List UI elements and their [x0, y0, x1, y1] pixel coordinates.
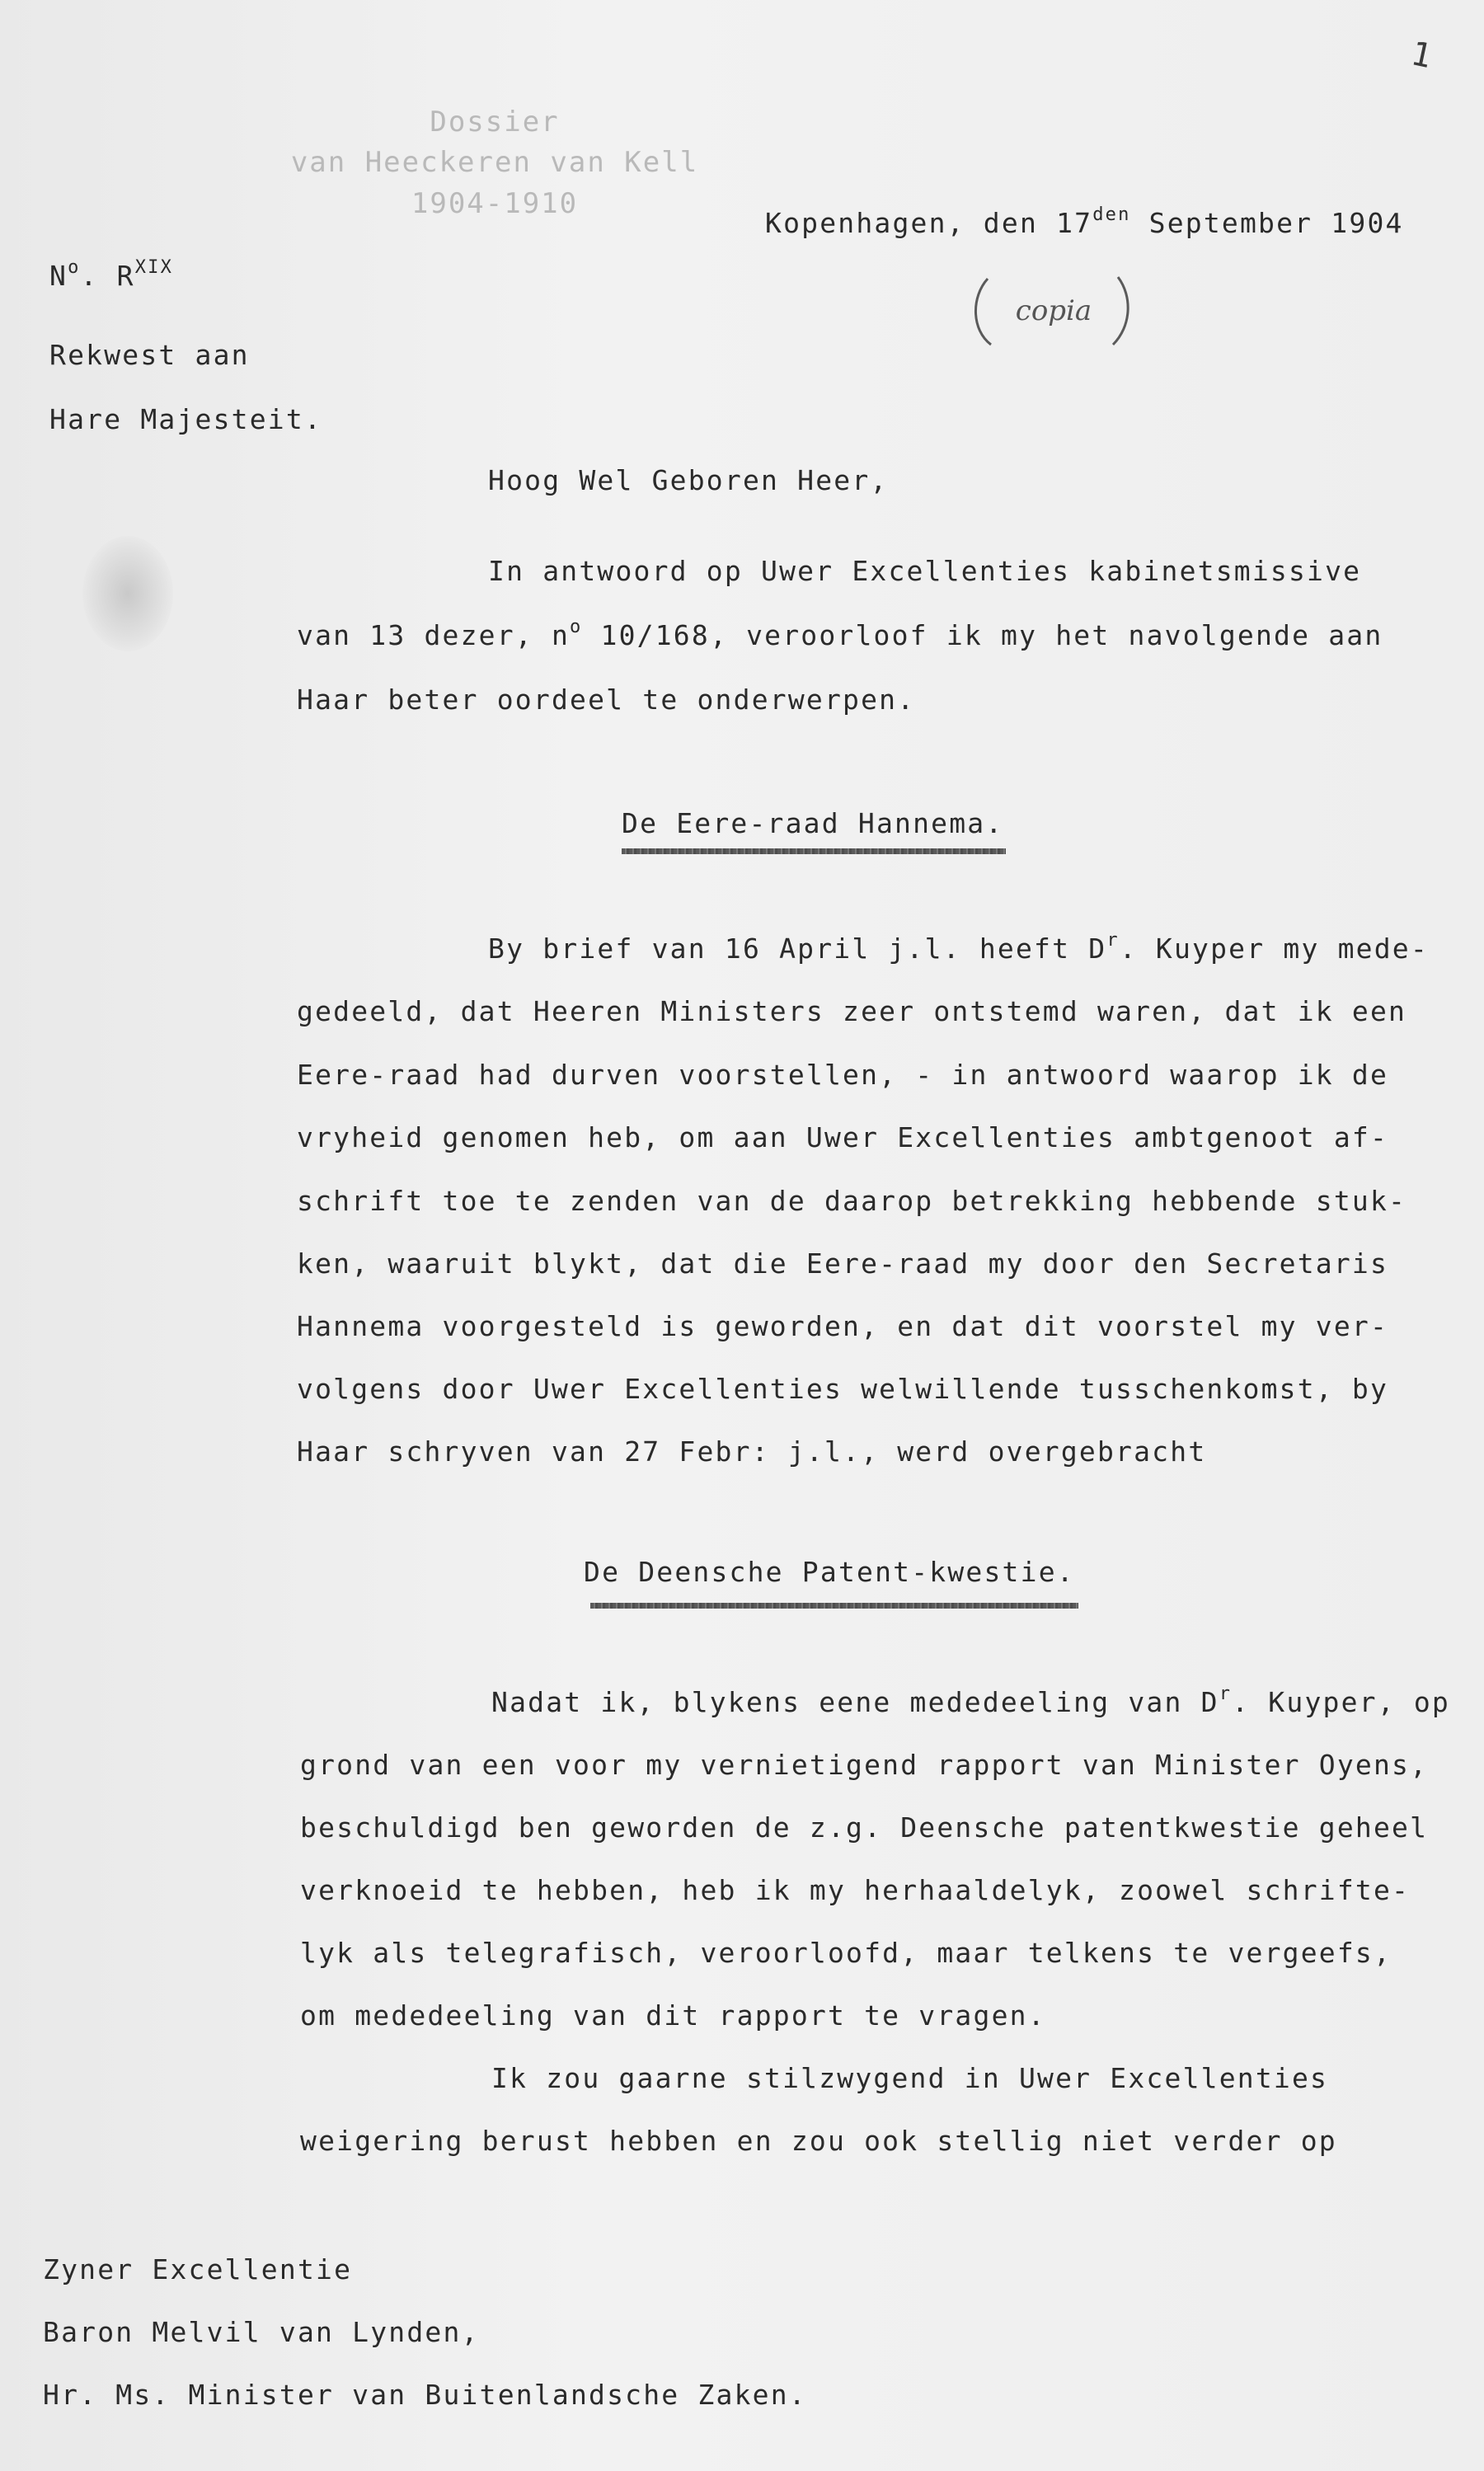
s2-mark: r	[1219, 1684, 1233, 1704]
smudge	[82, 536, 173, 651]
stamp-line-1: Dossier	[430, 106, 560, 139]
date-superscript: den	[1092, 204, 1131, 225]
reference-line-3: Hare Majesteit.	[49, 403, 323, 435]
s2-line-1a: Nadat ik, blykens eene mededeeling van D	[491, 1686, 1219, 1718]
section2-line-1	[491, 1684, 1450, 1718]
section1-line-3: Eere-raad had durven voorstellen, - in antwoord waarop ik de	[297, 1059, 1389, 1091]
s1-line-1a: By brief van 16 April j.l. heeft D	[488, 932, 1107, 965]
s2-line-1b: . Kuyper, op	[1232, 1686, 1450, 1718]
section2-underline	[590, 1603, 1078, 1609]
addressee-line-3: Hr. Ms. Minister van Buitenlandsche Zaken.	[43, 2379, 807, 2411]
intro-line-2a: van 13 dezer, n	[297, 619, 571, 651]
intro-line-2	[297, 617, 1383, 651]
reference-line-2: Rekwest aan	[49, 339, 250, 371]
section1-line-1	[488, 930, 1429, 965]
stamp-line-3: 1904-1910	[411, 186, 579, 220]
intro-mark: o	[570, 617, 583, 637]
archive-stamp	[272, 102, 717, 224]
section1-line-9: Haar schryven van 27 Febr: j.l., werd overgebracht	[297, 1435, 1207, 1468]
addressee-line-1: Zyner Excellentie	[43, 2253, 353, 2285]
section1-line-8: volgens door Uwer Excellenties welwillende tusschenkomst, by	[297, 1373, 1389, 1405]
stamp-line-2: van Heeckeren van Kell	[290, 146, 699, 180]
section2-line-4: verknoeid te hebben, heb ik my herhaaldelyk, zoowel schrifte-	[300, 1874, 1411, 1906]
s1-line-1b: . Kuyper my mede-	[1119, 932, 1429, 965]
date-prefix: Kopenhagen, den 17	[765, 207, 1093, 239]
s1-mark: r	[1106, 930, 1120, 951]
section1-line-2: gedeeld, dat Heeren Ministers zeer ontstemd waren, dat ik een	[297, 995, 1407, 1027]
section2-line-6: om mededeeling van dit rapport te vragen.	[300, 1999, 1046, 2032]
addressee-line-2: Baron Melvil van Lynden,	[43, 2316, 480, 2348]
ref-no-mark: o	[68, 257, 81, 278]
section1-heading: De Eere-raad Hannema.	[622, 807, 1004, 839]
section1-underline	[622, 848, 1006, 854]
copia-annotation	[963, 272, 1144, 348]
page-number: 1	[1407, 34, 1435, 77]
section1-line-7: Hannema voorgesteld is geworden, en dat dit voorstel my ver-	[297, 1310, 1389, 1342]
section2-line-7: Ik zou gaarne stilzwygend in Uwer Excellenties	[491, 2062, 1329, 2094]
section1-line-5: schrift toe te zenden van de daarop betrekking hebbende stuk-	[297, 1185, 1407, 1217]
section1-line-6: ken, waaruit blykt, dat die Eere-raad my door den Secretaris	[297, 1247, 1389, 1280]
intro-line-1: In antwoord op Uwer Excellenties kabinetsmissive	[488, 555, 1362, 587]
section2-line-5: lyk als telegrafisch, veroorloofd, maar telkens te vergeefs,	[300, 1937, 1392, 1969]
salutation: Hoog Wel Geboren Heer,	[488, 464, 889, 496]
ref-no: N	[49, 260, 68, 292]
section1-line-4: vryheid genomen heb, om aan Uwer Excellenties ambtgenoot af-	[297, 1121, 1389, 1153]
place-date	[765, 204, 1404, 239]
section2-line-8: weigering berust hebben en zou ook stellig niet verder op	[300, 2125, 1337, 2157]
copia-text: copia	[1015, 294, 1092, 327]
section2-line-2: grond van een voor my vernietigend rapport van Minister Oyens,	[300, 1749, 1429, 1781]
reference-number	[49, 257, 174, 292]
date-suffix: September 1904	[1130, 207, 1404, 239]
ref-superscript: XIX	[134, 257, 174, 278]
intro-line-2b: 10/168, veroorloof ik my het navolgende aan	[582, 619, 1383, 651]
intro-line-3: Haar beter oordeel te onderwerpen.	[297, 684, 916, 716]
ref-r: . R	[80, 260, 135, 292]
section2-line-3: beschuldigd ben geworden de z.g. Deensche patentkwestie geheel	[300, 1811, 1429, 1844]
section2-heading: De Deensche Patent-kwestie.	[584, 1556, 1075, 1588]
